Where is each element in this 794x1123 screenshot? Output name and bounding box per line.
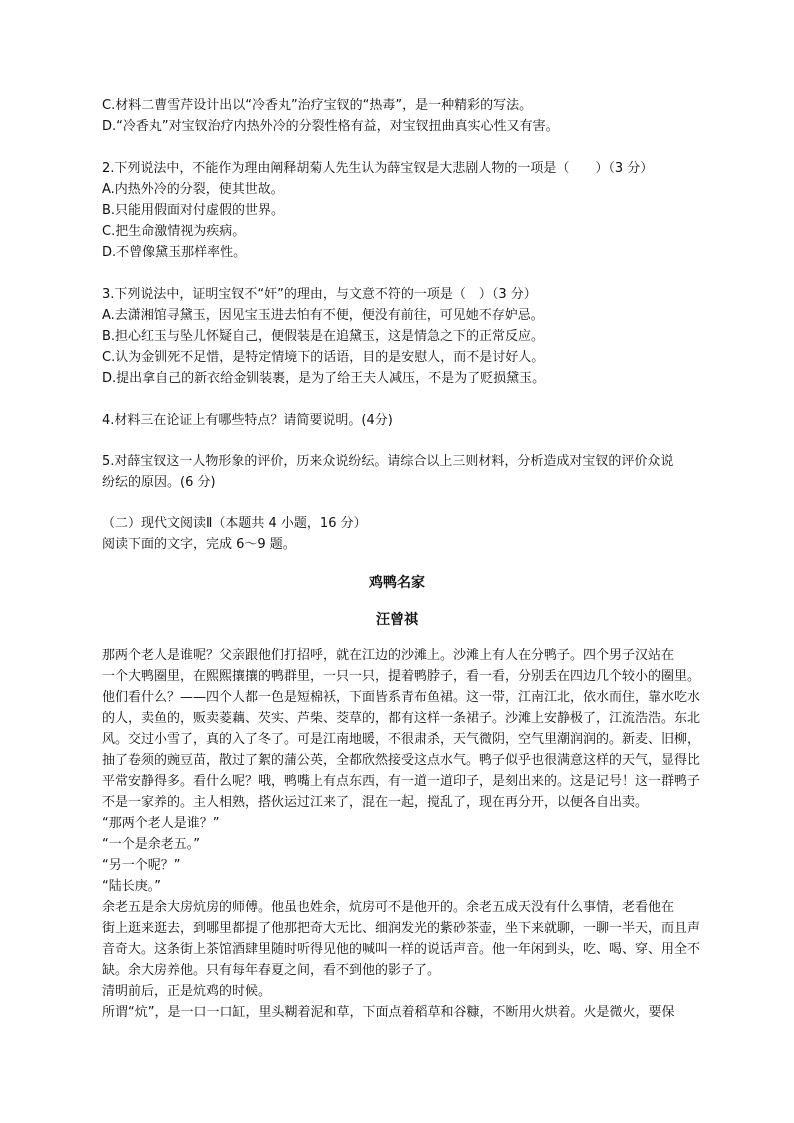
article-line: 的人，卖鱼的，贩卖菱藕、芡实、芦柴、茭草的，都有这样一条裙子。沙滩上安静极了，江流浩浩。东北 bbox=[102, 711, 701, 726]
q3-option-d: D.提出拿自己的新衣给金钏装裹，是为了给王夫人减压，不是为了贬损黛玉。 bbox=[102, 371, 546, 386]
article-author: 汪曾祺 bbox=[376, 612, 418, 628]
article-line: 清明前后，正是炕鸡的时候。 bbox=[102, 984, 272, 999]
article-title: 鸡鸭名家 bbox=[369, 575, 425, 591]
q1-option-c: C.材料二曹雪芹设计出以“冷香丸”治疗宝钗的“热毒”，是一种精彩的写法。 bbox=[102, 98, 533, 113]
q2-option-d: D.不曾像黛玉那样率性。 bbox=[102, 245, 247, 260]
article-line: 平常安静得多。看什么呢？哦，鸭嘴上有点东西，有一道一道印子，是刻出来的。这是记号！这一群鸭子 bbox=[102, 774, 701, 789]
q5-stem-line2: 纷纭的原因。(6 分) bbox=[102, 475, 216, 490]
q3-stem: 3.下列说法中，证明宝钗不“奸”的理由，与文意不符的一项是（ ）（3 分） bbox=[102, 287, 537, 302]
section-instruction: 阅读下面的文字，完成 6～9 题。 bbox=[102, 537, 296, 552]
q2-option-b: B.只能用假面对付虚假的世界。 bbox=[102, 203, 285, 218]
article-line: 街上逛来逛去，到哪里都提了他那把奇大无比、细润发光的紫砂茶壶，坐下来就聊，一聊一半天，而且声 bbox=[102, 921, 701, 936]
article-line: 缺。余大房养他。只有每年春夏之间，看不到他的影子了。 bbox=[102, 963, 441, 978]
article-line: 抽了卷须的豌豆苗，散过了絮的蒲公英，全都欣然接受这点水气。鸭子似乎也很满意这样的天气，显得比 bbox=[102, 753, 701, 768]
q3-option-b: B.担心红玉与坠儿怀疑自己，便假装是在追黛玉，这是情急之下的正常反应。 bbox=[102, 329, 545, 344]
article-line: 那两个老人是谁呢？父亲跟他们打招呼，就在江边的沙滩上。沙滩上有人在分鸭子。四个男子汉站在 bbox=[102, 648, 675, 663]
q2-option-c: C.把生命激情视为疾病。 bbox=[102, 224, 246, 239]
article-line: 余老五是余大房炕房的师傅。他虽也姓余，炕房可不是他开的。余老五成天没有什么事情，老看他在 bbox=[102, 900, 675, 915]
article-line: 一个大鸭圈里，在熙熙攘攘的鸭群里，一只一只，提着鸭脖子，看一看，分别丢在四边几个较小的圈里。 bbox=[102, 669, 701, 684]
article-line: 所谓“炕”，是一口一口缸，里头糊着泥和草，下面点着稻草和谷糠，不断用火烘着。火是微火，要保 bbox=[102, 1005, 675, 1020]
q1-option-d: D.“冷香丸”对宝钗治疗内热外冷的分裂性格有益，对宝钗扭曲真实心性又有害。 bbox=[102, 119, 559, 134]
article-line: 风。交过小雪了，真的入了冬了。可是江南地暖，不很肃杀，天气微阴，空气里潮润润的。新麦、旧柳， bbox=[102, 732, 701, 747]
article-line: 他们看什么？——四个人都一色是短棉袄，下面皆系青布鱼裙。这一带，江南江北，依水而住，靠水吃水 bbox=[102, 690, 701, 705]
dialogue-line: “陆长庚。” bbox=[102, 879, 161, 894]
q3-option-c: C.认为金钏死不足惜，是特定情境下的话语，目的是安慰人，而不是讨好人。 bbox=[102, 350, 545, 365]
q2-option-a: A.内热外冷的分裂，使其世故。 bbox=[102, 182, 284, 197]
dialogue-line: “那两个老人是谁？” bbox=[102, 816, 220, 831]
section-heading: （二）现代文阅读Ⅱ（本题共 4 小题，16 分） bbox=[102, 516, 367, 531]
q2-stem: 2.下列说法中，不能作为理由阐释胡菊人先生认为薛宝钗是大悲剧人物的一项是（ ）（3 分） bbox=[102, 161, 654, 176]
article-line: 不是一家养的。主人相熟，搭伙运过江来了，混在一起，搅乱了，现在再分开，以便各自出卖。 bbox=[102, 795, 649, 810]
dialogue-line: “另一个呢？” bbox=[102, 858, 181, 873]
q3-option-a: A.去潇湘馆寻黛玉，因见宝玉进去怕有不便，便没有前往，可见她不存妒忌。 bbox=[102, 308, 544, 323]
q4-stem: 4.材料三在论证上有哪些特点？请简要说明。(4分) bbox=[102, 413, 393, 428]
article-line: 音奇大。这条街上茶馆酒肆里随时听得见他的喊叫一样的说话声音。他一年闲到头，吃、喝、穿、用全不 bbox=[102, 942, 701, 957]
q5-stem-line1: 5.对薛宝钗这一人物形象的评价，历来众说纷纭。请综合以上三则材料，分析造成对宝钗的评价众说 bbox=[102, 454, 674, 469]
dialogue-line: “一个是余老五。” bbox=[102, 837, 200, 852]
